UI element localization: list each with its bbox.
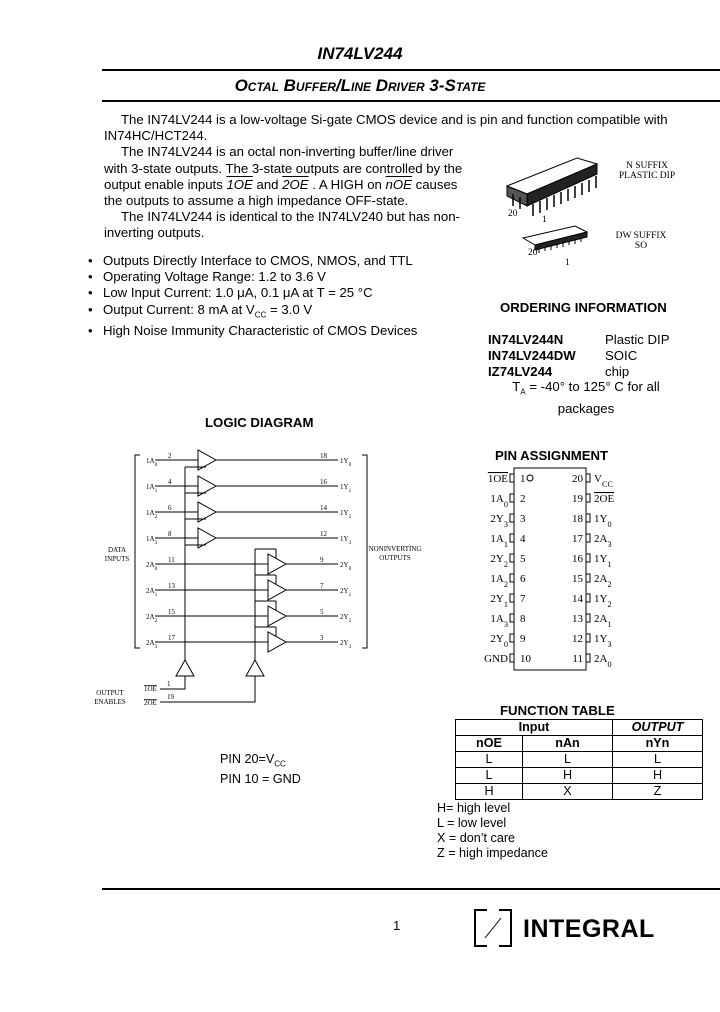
buffer-input-pin: 6 (168, 504, 172, 512)
buffer-input-pin: 13 (168, 582, 175, 590)
dip-package-drawing (507, 158, 597, 216)
pin-right-number: 16 (572, 553, 583, 565)
feature-item: • Low Input Current: 1.0 μA, 0.1 μA at T = 25 °C (88, 285, 417, 301)
pin-right-number: 13 (572, 613, 583, 625)
footer-rule (102, 888, 720, 890)
oe2-label: 2OE (144, 699, 157, 707)
pin-right-number: 15 (572, 573, 583, 585)
buffer-output-pin: 14 (320, 504, 327, 512)
buffer-output-pin: 9 (320, 556, 324, 564)
pin-right-name: $2A_0$ (594, 653, 612, 669)
pin-stub (510, 654, 514, 662)
vcc-pin-note: PIN $20=V_{CC}$ (220, 752, 286, 769)
integral-logo-icon (473, 908, 513, 948)
buffer-output-label: $2Y_2$ (340, 613, 352, 624)
pin-stub (510, 534, 514, 542)
pin-stub (586, 654, 590, 662)
pin-stub (586, 514, 590, 522)
legend-item: L = low level (437, 816, 507, 830)
intro-paragraph-2: The IN74LV244 is an octal non-inverting buffer/line driver with 3-state outputs. The 3-state outputs are controlled by the output enable inputs 1OE and 2OE . A HIGH on $\overline{nOE}$ causes the outputs to assume a high impedance OFF-state. (104, 144, 463, 209)
table-row: L L L (456, 752, 703, 768)
feature-item: • Operating Voltage Range: 1.2 to 3.6 V (88, 269, 417, 285)
pin-right-name: $2A_2$ (594, 573, 612, 589)
output-enables-label: OUTPUT (96, 689, 124, 697)
pin-left-number: 8 (520, 613, 526, 625)
so-pin1-label: 1 (565, 258, 570, 268)
input-header: Input (456, 720, 613, 736)
pin-right-name: $2A_3$ (594, 533, 612, 549)
dip-pin1-label: 1 (542, 215, 547, 225)
output-header: OUTPUT (613, 720, 703, 736)
pin-stub (586, 554, 590, 562)
legend-item: H= high level (437, 801, 511, 815)
noninverting-outputs-label: NONINVERTING (368, 545, 422, 553)
temperature-note: $T_A = -40^\circ$ to 125° C for all packages (512, 379, 660, 416)
buffer-input-label: $1A_3$ (146, 535, 158, 546)
pin-stub (510, 614, 514, 622)
pin-assignment-title: PIN ASSIGNMENT (495, 448, 609, 463)
function-table (455, 719, 703, 800)
ordering-row: IN74LV244DW SOIC (488, 348, 638, 364)
feature-list (88, 253, 417, 340)
pin-left-name: $1A_1$ (490, 533, 508, 549)
buffer-input-label: $2A_3$ (146, 639, 158, 650)
buffer-output-pin: 16 (320, 478, 327, 486)
pin-left-name: $2Y_0$ (490, 633, 508, 649)
pin-right-number: 19 (572, 493, 583, 505)
noninverting-outputs-label: OUTPUTS (379, 554, 411, 562)
pin-left-name: 1OE (487, 473, 508, 485)
n-suffix-label: N SUFFIX PLASTIC DIP (618, 161, 676, 181)
pin-right-name: $1Y_2$ (594, 593, 612, 609)
page-number: 1 (393, 918, 401, 933)
pin-right-number: 17 (572, 533, 583, 545)
pin-stub (586, 594, 590, 602)
buffer-output-label: $1Y_2$ (340, 509, 352, 520)
pin-right-name: $2A_1$ (594, 613, 612, 629)
pin-right-number: 12 (572, 633, 583, 645)
pin-stub (510, 554, 514, 562)
buffer-input-label: $1A_1$ (146, 483, 158, 494)
intro-paragraph-1: The IN74LV244 is a low-voltage Si-gate CMOS device and is pin and function compatible with IN74HC/HCT244. (104, 112, 668, 144)
buffer-input-pin: 17 (168, 634, 175, 642)
pin-stub (510, 594, 514, 602)
pin-right-name: 2OE (594, 493, 615, 505)
pin-left-name: $1A_3$ (490, 613, 508, 629)
data-inputs-label: DATA (107, 546, 127, 554)
pin-right-number: 18 (572, 513, 583, 525)
buffer-input-pin: 4 (168, 478, 172, 486)
oe1-pin: 1 (167, 680, 171, 688)
buffer-output-pin: 7 (320, 582, 324, 590)
pin-stub (510, 574, 514, 582)
pin-left-name: $2Y_3$ (490, 513, 508, 529)
feature-item: • High Noise Immunity Characteristic of CMOS Devices (88, 323, 417, 339)
pin-stub (510, 474, 514, 482)
buffer-input-label: $1A_2$ (146, 509, 158, 520)
dip-pin20-label: 20 (508, 209, 518, 219)
feature-item: • Outputs Directly Interface to CMOS, NMOS, and TTL (88, 253, 417, 269)
ordering-title: ORDERING INFORMATION (500, 300, 667, 315)
pin-left-name: $2Y_1$ (490, 593, 508, 609)
pin-right-name: $1Y_0$ (594, 513, 612, 529)
pin-stub (586, 494, 590, 502)
pin-stub (586, 614, 590, 622)
legend-item: X = don’t care (437, 831, 516, 845)
legend-item: Z = high impedance (437, 846, 548, 860)
buffer-input-label: $1A_0$ (146, 457, 158, 468)
pin-stub (510, 514, 514, 522)
ordering-table (488, 332, 670, 381)
buffer-output-pin: 18 (320, 452, 327, 460)
pin-left-name: GND (484, 653, 508, 665)
pin-left-number: 10 (520, 653, 531, 665)
data-inputs-label: INPUTS (104, 555, 130, 563)
pin-left-number: 3 (520, 513, 526, 525)
pin-stub (510, 494, 514, 502)
subtitle-rule (102, 100, 720, 102)
buffer-output-label: $1Y_0$ (340, 457, 352, 468)
buffer-input-pin: 11 (168, 556, 175, 564)
pin-right-number: 11 (572, 653, 583, 665)
top-rule (102, 69, 720, 71)
pin-assignment-diagram (470, 466, 630, 674)
pin-left-number: 6 (520, 573, 526, 585)
pin-left-number: 1 (520, 473, 526, 485)
col-noe: $\overline{nOE}$ (456, 736, 523, 752)
pin-stub (586, 534, 590, 542)
buffer-output-pin: 5 (320, 608, 324, 616)
oe2-pin: 19 (167, 693, 174, 701)
pin-left-number: 7 (520, 593, 526, 605)
buffer-input-label: $2A_2$ (146, 613, 158, 624)
buffer-input-pin: 2 (168, 452, 172, 460)
pin-left-name: $1A_2$ (490, 573, 508, 589)
pin-right-name: $1Y_3$ (594, 633, 612, 649)
table-row: H X Z (456, 784, 703, 800)
gnd-pin-note: PIN 10 = GND (220, 771, 301, 786)
col-nan: nAn (523, 736, 613, 752)
pin-stub (586, 474, 590, 482)
buffer-input-label: $2A_1$ (146, 587, 158, 598)
buffer-output-label: $2Y_1$ (340, 587, 352, 598)
buffer-input-label: $2A_0$ (146, 561, 158, 572)
pin-left-name: $1A_0$ (490, 493, 508, 509)
buffer-output-label: $2Y_3$ (340, 639, 352, 650)
buffer-output-label: $2Y_0$ (340, 561, 352, 572)
table-row: L H H (456, 768, 703, 784)
intro-paragraph-3: The IN74LV244 is identical to the IN74LV240 but has non-inverting outputs. (104, 209, 460, 241)
pin-right-number: 20 (572, 473, 583, 485)
document-subtitle: Octal Buffer/Line Driver 3-State (234, 76, 486, 95)
pin-left-number: 5 (520, 553, 526, 565)
pin-left-number: 9 (520, 633, 526, 645)
ordering-row: IZ74LV244 chip (488, 364, 630, 380)
buffer-output-label: $1Y_1$ (340, 483, 352, 494)
col-nyn: nYn (613, 736, 703, 752)
function-table-legend (437, 801, 548, 861)
pin-left-number: 2 (520, 493, 526, 505)
brand-name: INTEGRAL (523, 915, 655, 943)
logic-diagram-title: LOGIC DIAGRAM (205, 415, 314, 430)
ordering-row: IN74LV244N Plastic DIP (488, 332, 670, 347)
buffer-output-label: $1Y_3$ (340, 535, 352, 546)
function-table-title: FUNCTION TABLE (500, 703, 615, 718)
pin-stub (586, 634, 590, 642)
package-illustrations (495, 150, 615, 265)
pin-stub (510, 634, 514, 642)
buffer-output-pin: 3 (320, 634, 324, 642)
so-pin20-label: 20 (528, 248, 538, 258)
buffer-input-pin: 15 (168, 608, 175, 616)
buffer-output-pin: 12 (320, 530, 327, 538)
pin-right-name: $V_{CC}$ (594, 473, 613, 489)
pin-left-name: $2Y_2$ (490, 553, 508, 569)
pin-right-name: $1Y_1$ (594, 553, 612, 569)
output-enables-label: ENABLES (94, 698, 126, 706)
logic-diagram (90, 440, 440, 720)
pin-right-number: 14 (572, 593, 583, 605)
power-pins (220, 752, 301, 787)
dw-suffix-label: DW SUFFIX SO (615, 231, 667, 251)
buffer-input-pin: 8 (168, 530, 172, 538)
pin-stub (586, 574, 590, 582)
feature-item: • Output Current: 8 mA at $V_{CC} = 3.0$ V (88, 302, 417, 324)
part-number-title: IN74LV244 (317, 44, 403, 63)
pin-left-number: 4 (520, 533, 526, 545)
oe1-label: 1OE (144, 685, 157, 693)
